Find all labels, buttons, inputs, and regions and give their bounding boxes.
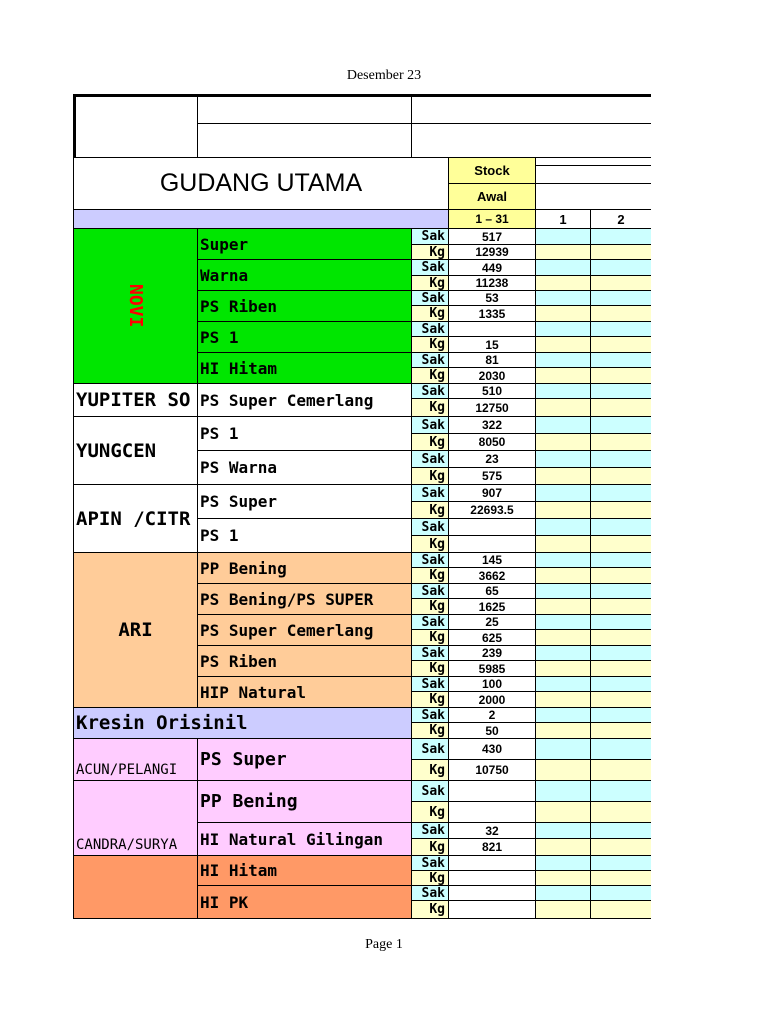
unit-label-kg: Kg	[411, 275, 449, 291]
day-sak-cell	[535, 583, 591, 599]
product-name: PS Riben	[197, 290, 412, 322]
day-kg-cell	[590, 398, 651, 417]
day-kg-cell	[590, 244, 651, 260]
day-sak-cell	[590, 416, 651, 434]
header-line	[535, 165, 651, 166]
stock-sak-value	[448, 885, 536, 901]
product-name: PS Warna	[197, 450, 412, 485]
day-kg-cell	[590, 336, 651, 353]
day-kg-cell	[590, 691, 651, 708]
day-kg-cell	[535, 567, 591, 584]
unit-label-kg: Kg	[411, 467, 449, 485]
day-sak-cell	[590, 552, 651, 568]
stock-kg-value: 625	[448, 629, 536, 646]
day-sak-cell	[535, 228, 591, 245]
day-kg-cell	[590, 870, 651, 886]
day-kg-cell	[535, 900, 591, 919]
day-kg-cell	[590, 629, 651, 646]
stock-sak-value: 239	[448, 645, 536, 661]
unit-label-sak: Sak	[411, 822, 449, 839]
sheet-title: GUDANG UTAMA	[73, 157, 449, 210]
stock-kg-value: 5985	[448, 660, 536, 677]
day-kg-cell	[590, 467, 651, 485]
day-sak-cell	[590, 738, 651, 760]
unit-label-sak: Sak	[411, 484, 449, 502]
unit-label-kg: Kg	[411, 433, 449, 451]
stock-kg-value: 821	[448, 838, 536, 856]
header-blank-cell	[73, 94, 198, 158]
stock-kg-value	[448, 870, 536, 886]
day-kg-cell	[535, 838, 591, 856]
unit-label-kg: Kg	[411, 598, 449, 615]
unit-label-kg: Kg	[411, 759, 449, 781]
product-name: PS 1	[197, 321, 412, 353]
day-kg-cell	[590, 801, 651, 823]
day-kg-cell	[535, 660, 591, 677]
stock-sak-value: 2	[448, 707, 536, 723]
stock-kg-value: 12939	[448, 244, 536, 260]
day-sak-cell	[535, 614, 591, 630]
day-kg-cell	[590, 367, 651, 384]
product-name: PP Bening	[197, 552, 412, 584]
day-kg-cell	[590, 722, 651, 739]
unit-label-kg: Kg	[411, 801, 449, 823]
group-label: APIN /CITR	[73, 484, 198, 553]
day-sak-cell	[590, 321, 651, 337]
stock-kg-value	[448, 535, 536, 553]
unit-label-sak: Sak	[411, 383, 449, 399]
day-kg-cell	[590, 535, 651, 553]
stock-sak-value: 100	[448, 676, 536, 692]
unit-label-kg: Kg	[411, 567, 449, 584]
day-sak-cell	[535, 450, 591, 468]
unit-label-sak: Sak	[411, 707, 449, 723]
group-label: YUNGCEN	[73, 416, 198, 485]
day-sak-cell	[590, 383, 651, 399]
stock-sak-value: 81	[448, 352, 536, 368]
stock-kg-value: 8050	[448, 433, 536, 451]
product-name: PS Super Cemerlang	[197, 614, 412, 646]
product-name: Warna	[197, 259, 412, 291]
unit-label-kg: Kg	[411, 501, 449, 519]
stock-kg-value: 1625	[448, 598, 536, 615]
stock-awal-label: Awal	[448, 183, 536, 210]
stock-sak-value: 907	[448, 484, 536, 502]
day-kg-cell	[535, 870, 591, 886]
page-header: Desember 23	[346, 68, 422, 83]
day-kg-cell	[535, 336, 591, 353]
day-kg-cell	[535, 629, 591, 646]
unit-label-sak: Sak	[411, 450, 449, 468]
product-name: HI PK	[197, 885, 412, 919]
stock-kg-value: 11238	[448, 275, 536, 291]
day-sak-cell	[535, 738, 591, 760]
day-kg-cell	[590, 660, 651, 677]
day-sak-cell	[590, 645, 651, 661]
unit-label-kg: Kg	[411, 900, 449, 919]
stock-kg-value: 10750	[448, 759, 536, 781]
day-sak-cell	[590, 450, 651, 468]
unit-label-kg: Kg	[411, 336, 449, 353]
page-footer: Page 1	[365, 937, 403, 952]
stock-range-label: 1 – 31	[448, 209, 536, 229]
group-label: CANDRA/SURYA	[73, 780, 198, 856]
product-name: HI Hitam	[197, 352, 412, 384]
day-kg-cell	[590, 433, 651, 451]
day-kg-cell	[535, 305, 591, 322]
day-kg-cell	[590, 759, 651, 781]
header-blank-cell	[411, 123, 651, 158]
unit-label-sak: Sak	[411, 290, 449, 306]
day-kg-cell	[590, 598, 651, 615]
day-sak-cell	[590, 228, 651, 245]
day-sak-cell	[590, 676, 651, 692]
day-kg-cell	[590, 305, 651, 322]
day-sak-cell	[590, 290, 651, 306]
header-blank-cell	[197, 94, 412, 124]
unit-label-sak: Sak	[411, 885, 449, 901]
stock-kg-value: 22693.5	[448, 501, 536, 519]
stock-sak-value	[448, 780, 536, 802]
day-kg-cell	[590, 567, 651, 584]
day-column-header: 2	[590, 209, 651, 229]
day-sak-cell	[590, 614, 651, 630]
unit-label-sak: Sak	[411, 518, 449, 536]
day-sak-cell	[590, 259, 651, 276]
stock-sak-value: 510	[448, 383, 536, 399]
unit-label-kg: Kg	[411, 660, 449, 677]
product-name: PS Super	[197, 738, 412, 781]
unit-label-sak: Sak	[411, 676, 449, 692]
day-kg-cell	[590, 275, 651, 291]
stock-sak-value	[448, 518, 536, 536]
group-label	[73, 855, 198, 919]
stock-sak-value	[448, 321, 536, 337]
day-sak-cell	[535, 383, 591, 399]
day-kg-cell	[535, 467, 591, 485]
day-sak-cell	[590, 484, 651, 502]
product-name: Super	[197, 228, 412, 260]
day-sak-cell	[535, 259, 591, 276]
day-sak-cell	[535, 780, 591, 802]
product-name: HI Hitam	[197, 855, 412, 886]
day-kg-cell	[535, 501, 591, 519]
day-kg-cell	[535, 535, 591, 553]
unit-label-sak: Sak	[411, 583, 449, 599]
day-sak-cell	[535, 484, 591, 502]
unit-label-sak: Sak	[411, 259, 449, 276]
day-kg-cell	[535, 801, 591, 823]
day-sak-cell	[535, 352, 591, 368]
day-kg-cell	[535, 722, 591, 739]
stock-kg-value	[448, 900, 536, 919]
day-sak-cell	[535, 707, 591, 723]
day-sak-cell	[590, 885, 651, 901]
unit-label-sak: Sak	[411, 855, 449, 871]
day-sak-cell	[535, 645, 591, 661]
day-sak-cell	[535, 518, 591, 536]
unit-label-sak: Sak	[411, 416, 449, 434]
unit-label-kg: Kg	[411, 244, 449, 260]
unit-label-kg: Kg	[411, 305, 449, 322]
day-sak-cell	[590, 780, 651, 802]
day-sak-cell	[590, 583, 651, 599]
unit-label-sak: Sak	[411, 738, 449, 760]
day-kg-cell	[535, 691, 591, 708]
day-kg-cell	[535, 275, 591, 291]
product-name: HI Natural Gilingan	[197, 822, 412, 856]
day-sak-cell	[535, 822, 591, 839]
day-sak-cell	[590, 707, 651, 723]
stock-kg-value: 2000	[448, 691, 536, 708]
stock-kg-value: 2030	[448, 367, 536, 384]
product-name: PS Riben	[197, 645, 412, 677]
stock-sak-value: 145	[448, 552, 536, 568]
unit-label-kg: Kg	[411, 838, 449, 856]
day-kg-cell	[590, 501, 651, 519]
day-kg-cell	[535, 367, 591, 384]
unit-label-kg: Kg	[411, 870, 449, 886]
unit-label-kg: Kg	[411, 722, 449, 739]
stock-sak-value: 53	[448, 290, 536, 306]
stock-kg-value: 12750	[448, 398, 536, 417]
product-name: HIP Natural	[197, 676, 412, 708]
stock-sak-value: 517	[448, 228, 536, 245]
stock-sak-value: 449	[448, 259, 536, 276]
unit-label-kg: Kg	[411, 398, 449, 417]
product-name: PS Super Cemerlang	[197, 383, 412, 417]
group-label: ARI	[73, 552, 198, 708]
stock-sak-value: 25	[448, 614, 536, 630]
day-kg-cell	[535, 759, 591, 781]
stock-sak-value: 23	[448, 450, 536, 468]
stock-kg-value	[448, 801, 536, 823]
day-sak-cell	[590, 855, 651, 871]
day-sak-cell	[590, 352, 651, 368]
unit-label-kg: Kg	[411, 691, 449, 708]
day-sak-cell	[535, 552, 591, 568]
day-sak-cell	[535, 290, 591, 306]
stock-sak-value: 32	[448, 822, 536, 839]
stock-kg-value: 3662	[448, 567, 536, 584]
stock-header-label: Stock	[448, 157, 536, 184]
day-kg-cell	[535, 398, 591, 417]
unit-label-sak: Sak	[411, 552, 449, 568]
header-blank-cell	[535, 157, 651, 184]
unit-label-sak: Sak	[411, 352, 449, 368]
day-sak-cell	[535, 885, 591, 901]
day-sak-cell	[535, 676, 591, 692]
stock-sak-value: 65	[448, 583, 536, 599]
group-label: ACUN/PELANGI	[73, 738, 198, 781]
day-sak-cell	[535, 855, 591, 871]
product-name: PS 1	[197, 416, 412, 451]
group-label: NOVI	[73, 228, 198, 384]
stock-kg-value: 575	[448, 467, 536, 485]
unit-label-kg: Kg	[411, 535, 449, 553]
day-kg-cell	[590, 900, 651, 919]
unit-label-sak: Sak	[411, 780, 449, 802]
unit-label-sak: Sak	[411, 228, 449, 245]
header-blank-cell	[197, 123, 412, 158]
unit-label-sak: Sak	[411, 614, 449, 630]
product-name: PP Bening	[197, 780, 412, 823]
stock-kg-value: 50	[448, 722, 536, 739]
day-sak-cell	[535, 416, 591, 434]
product-name: PS Super	[197, 484, 412, 519]
day-sak-cell	[535, 321, 591, 337]
stock-kg-value: 1335	[448, 305, 536, 322]
group-label: YUPITER SO	[73, 383, 198, 417]
day-sak-cell	[590, 518, 651, 536]
header-band	[73, 209, 449, 229]
day-column-header: 1	[535, 209, 591, 229]
unit-label-sak: Sak	[411, 321, 449, 337]
day-kg-cell	[590, 838, 651, 856]
header-blank-cell	[411, 94, 651, 124]
product-name: PS Bening/PS SUPER	[197, 583, 412, 615]
stock-sak-value: 322	[448, 416, 536, 434]
day-sak-cell	[590, 822, 651, 839]
stock-kg-value: 15	[448, 336, 536, 353]
unit-label-kg: Kg	[411, 367, 449, 384]
stock-sak-value	[448, 855, 536, 871]
unit-label-sak: Sak	[411, 645, 449, 661]
day-kg-cell	[535, 598, 591, 615]
day-kg-cell	[535, 244, 591, 260]
group-label: Kresin Orisinil	[73, 707, 412, 739]
day-kg-cell	[535, 433, 591, 451]
unit-label-kg: Kg	[411, 629, 449, 646]
product-name: PS 1	[197, 518, 412, 553]
stock-sak-value: 430	[448, 738, 536, 760]
